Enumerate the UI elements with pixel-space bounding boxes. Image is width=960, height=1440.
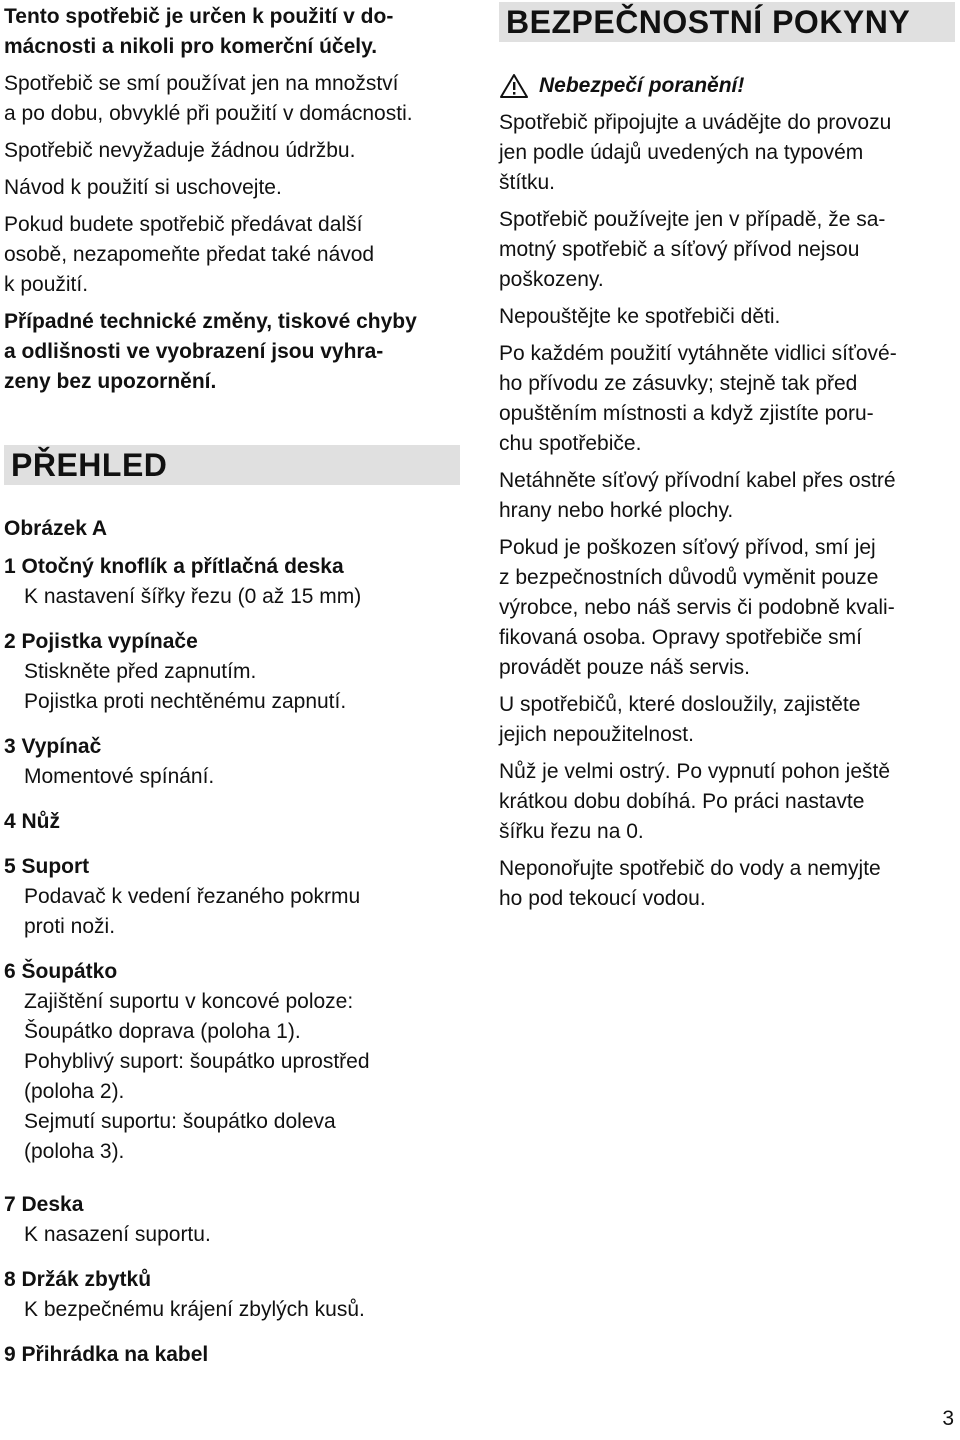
item-title: 3 Vypínač xyxy=(4,735,102,758)
safety-line: ho pod tekoucí vodou. xyxy=(499,887,706,910)
overview-list xyxy=(4,514,460,1370)
safety-paragraph xyxy=(499,302,955,332)
safety-paragraph xyxy=(499,854,955,914)
item-title: 5 Suport xyxy=(4,855,90,878)
intro-line: Spotřebič se smí používat jen na množství xyxy=(4,72,399,95)
figure-label: Obrázek A xyxy=(4,517,108,540)
item-desc: K nasazení suportu. xyxy=(24,1223,211,1246)
list-item xyxy=(4,1265,460,1325)
item-desc: Stiskněte před zapnutím. xyxy=(24,660,257,683)
intro-line: k použití. xyxy=(4,273,89,296)
intro-line: osobě, nezapomeňte předat také návod xyxy=(4,243,375,266)
safety-heading: BEZPEČNOSTNÍ POKYNY xyxy=(499,2,955,42)
safety-line: Spotřebič připojujte a uvádějte do provozu xyxy=(499,111,892,134)
safety-line: Spotřebič používejte jen v případě, že sa- xyxy=(499,208,886,231)
disclaimer-line: zeny bez upozornění. xyxy=(4,370,217,393)
list-item xyxy=(4,1190,460,1250)
item-desc: K bezpečnému krájení zbylých kusů. xyxy=(24,1298,365,1321)
safety-line: Neponořujte spotřebič do vody a nemyjte xyxy=(499,857,881,880)
safety-line: jen podle údajů uvedených na typovém xyxy=(499,141,864,164)
intro-line: Pokud budete spotřebič předávat další xyxy=(4,213,363,236)
item-title: 7 Deska xyxy=(4,1193,84,1216)
item-title: 2 Pojistka vypínače xyxy=(4,630,198,653)
safety-line: U spotřebičů, které dosloužily, zajistěte xyxy=(499,693,861,716)
item-desc: Sejmutí suportu: šoupátko doleva xyxy=(24,1110,336,1133)
warning-triangle-icon xyxy=(499,73,529,99)
safety-line: Po každém použití vytáhněte vidlici síťové- xyxy=(499,342,897,365)
item-title: 9 Přihrádka na kabel xyxy=(4,1343,209,1366)
list-item xyxy=(4,552,460,612)
list-item xyxy=(4,807,460,837)
disclaimer-line: a odlišnosti ve vyobrazení jsou vyhra- xyxy=(4,340,384,363)
safety-paragraph xyxy=(499,108,955,198)
safety-line: výrobce, nebo náš servis či podobně kvali- xyxy=(499,596,895,619)
item-desc: (poloha 3). xyxy=(24,1140,125,1163)
warning-row xyxy=(499,71,955,101)
item-desc: Pohyblivý suport: šoupátko uprostřed xyxy=(24,1050,370,1073)
list-item xyxy=(4,852,460,942)
safety-line: motný spotřebič a síťový přívod nejsou xyxy=(499,238,860,261)
safety-line: štítku. xyxy=(499,171,556,194)
intro-bold-line: Tento spotřebič je určen k použití v do- xyxy=(4,5,394,28)
safety-line: z bezpečnostních důvodů vyměnit pouze xyxy=(499,566,879,589)
safety-line: hrany nebo horké plochy. xyxy=(499,499,734,522)
intro-line: Spotřebič nevyžaduje žádnou údržbu. xyxy=(4,139,356,162)
safety-line: Netáhněte síťový přívodní kabel přes ostré xyxy=(499,469,896,492)
item-title: 4 Nůž xyxy=(4,810,61,833)
overview-heading: PŘEHLED xyxy=(4,445,460,485)
item-desc: Zajištění suportu v koncové poloze: xyxy=(24,990,354,1013)
warning-label: Nebezpečí poranění! xyxy=(539,74,745,97)
item-desc: proti noži. xyxy=(24,915,116,938)
safety-line: poškozeny. xyxy=(499,268,604,291)
safety-line: fikovaná osoba. Opravy spotřebiče smí xyxy=(499,626,863,649)
safety-line: krátkou dobu dobíhá. Po práci nastavte xyxy=(499,790,865,813)
item-desc: K nastavení šířky řezu (0 až 15 mm) xyxy=(24,585,362,608)
safety-line: jejich nepoužitelnost. xyxy=(499,723,694,746)
safety-paragraph xyxy=(499,690,955,750)
safety-paragraph xyxy=(499,339,955,459)
disclaimer-line: Případné technické změny, tiskové chyby xyxy=(4,310,417,333)
intro-bold-line: mácnosti a nikoli pro komerční účely. xyxy=(4,35,378,58)
list-item xyxy=(4,1340,460,1370)
safety-line: šířku řezu na 0. xyxy=(499,820,644,843)
safety-paragraph xyxy=(499,533,955,683)
item-desc: Podavač k vedení řezaného pokrmu xyxy=(24,885,361,908)
page-number: 3 xyxy=(942,1407,954,1430)
item-desc: (poloha 2). xyxy=(24,1080,125,1103)
item-title: 1 Otočný knoflík a přítlačná deska xyxy=(4,555,344,578)
item-desc: Šoupátko doprava (poloha 1). xyxy=(24,1020,301,1043)
safety-line: provádět pouze náš servis. xyxy=(499,656,750,679)
safety-line: chu spotřebiče. xyxy=(499,432,642,455)
intro-line: Návod k použití si uschovejte. xyxy=(4,176,282,199)
intro-section xyxy=(4,2,460,397)
safety-line: Nepouštějte ke spotřebiči děti. xyxy=(499,305,781,328)
intro-line: a po dobu, obvyklé při použití v domácnosti. xyxy=(4,102,413,125)
safety-paragraph xyxy=(499,466,955,526)
safety-line: opuštěním místnosti a když zjistíte poru- xyxy=(499,402,874,425)
safety-paragraph xyxy=(499,757,955,847)
safety-line: Pokud je poškozen síťový přívod, smí jej xyxy=(499,536,876,559)
item-title: 6 Šoupátko xyxy=(4,960,118,983)
safety-section xyxy=(499,71,955,914)
list-item xyxy=(4,627,460,717)
item-desc: Momentové spínání. xyxy=(24,765,215,788)
item-title: 8 Držák zbytků xyxy=(4,1268,152,1291)
list-item xyxy=(4,957,460,1167)
list-item xyxy=(4,732,460,792)
safety-line: Nůž je velmi ostrý. Po vypnutí pohon ještě xyxy=(499,760,891,783)
safety-line: ho přívodu ze zásuvky; stejně tak před xyxy=(499,372,858,395)
safety-paragraph xyxy=(499,205,955,295)
item-desc: Pojistka proti nechtěnému zapnutí. xyxy=(24,690,347,713)
